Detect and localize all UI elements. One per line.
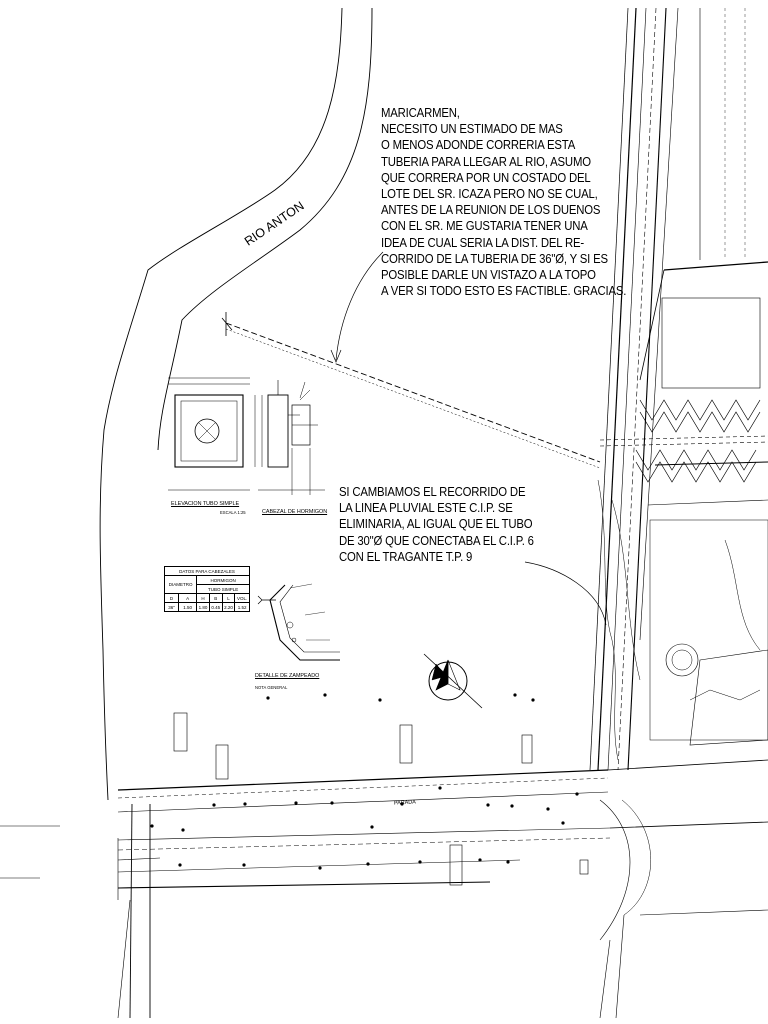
parcel-outlines	[600, 262, 768, 940]
river-label: RIO ANTON	[242, 198, 307, 249]
notas-title: NOTA GENERAL	[255, 685, 288, 690]
note-main-line: A VER SI TODO ESTO ES FACTIBLE. GRACIAS.	[381, 283, 627, 299]
datos-cell: 1.50	[179, 603, 197, 612]
datos-cell: 36"	[165, 603, 179, 612]
elevation-detail	[168, 378, 325, 495]
road-markers	[150, 693, 578, 869]
note-main-line: NECESITO UN ESTIMADO DE MAS	[381, 121, 563, 137]
north-arrow	[424, 654, 482, 708]
note-main-line: TUBERIA PARA LLEGAR AL RIO, ASUMO	[381, 153, 591, 169]
main-road	[0, 760, 768, 1018]
note-cip-line: ELIMINARIA, AL IGUAL QUE EL TUBO	[339, 516, 533, 532]
note-main-line: MARICARMEN,	[381, 105, 460, 120]
road-label: PARADA	[393, 799, 416, 807]
datos-col-hormigon: HORMIGON	[197, 576, 250, 585]
datos-header: H	[197, 594, 210, 603]
parking-stalls	[636, 400, 760, 482]
zampeado-detail	[258, 584, 340, 660]
elevacion-scale: ESCALA 1:25	[220, 510, 246, 515]
datos-col-tubo: TUBO SIMPLE	[197, 585, 250, 594]
note-main-line: ANTES DE LA REUNION DE LOS DUENOS	[381, 202, 601, 218]
datos-col-diametro: DIAMETRO	[165, 576, 197, 594]
note-main-line: QUE CORRERA POR UN COSTADO DEL	[381, 169, 591, 185]
proposed-pipe-dashed-line	[222, 312, 600, 468]
zampeado-title: DETALLE DE ZAMPEADO	[255, 673, 320, 679]
note-main	[381, 105, 626, 299]
datos-header: L	[222, 594, 235, 603]
datos-header: VOL.	[235, 594, 250, 603]
datos-title: DATOS PARA CABEZALES	[165, 567, 250, 576]
note-cip-line: CON EL TRAGANTE T.P. 9	[339, 548, 473, 564]
datos-cabezales-table	[164, 566, 250, 612]
note-cip-line: LA LINEA PLUVIAL ESTE C.I.P. SE	[339, 500, 513, 516]
datos-header: B	[209, 594, 222, 603]
note-main-line: POSIBLE DARLE UN VISTAZO A LA TOPO	[381, 267, 596, 283]
topo-contours	[598, 480, 760, 760]
note-cip-line: DE 30"Ø QUE CONECTABA EL C.I.P. 6	[339, 532, 534, 548]
note-main-line: IDEA DE CUAL SERIA LA DIST. DEL RE-	[381, 234, 585, 250]
note-main-line: LOTE DEL SR. ICAZA PERO NO SE CUAL,	[381, 186, 598, 202]
elevacion-title: ELEVACION TUBO SIMPLE	[171, 501, 240, 507]
datos-cell: 0.45	[211, 604, 221, 610]
note-main-line: CORRIDO DE LA TUBERIA DE 36"Ø, Y SI ES	[381, 250, 608, 266]
datos-cell: 1.80	[198, 604, 208, 610]
note-main-line: O MENOS ADONDE CORRERIA ESTA	[381, 137, 576, 153]
road-callout-boxes	[174, 713, 588, 885]
datos-cell: 1.52	[235, 603, 250, 612]
datos-header: A	[179, 594, 197, 603]
right-dashed-lines	[600, 436, 768, 446]
note-cip-line: SI CAMBIAMOS EL RECORRIDO DE	[339, 484, 526, 499]
datos-header: D	[165, 594, 179, 603]
note-main-line: CON EL SR. ME GUSTARIA TENER UNA	[381, 218, 588, 234]
note-leader-lines	[331, 252, 606, 625]
note-cip	[339, 484, 534, 565]
datos-cell: 2.20	[224, 604, 233, 610]
cabezal-title: CABEZAL DE HORMIGON	[262, 509, 328, 515]
